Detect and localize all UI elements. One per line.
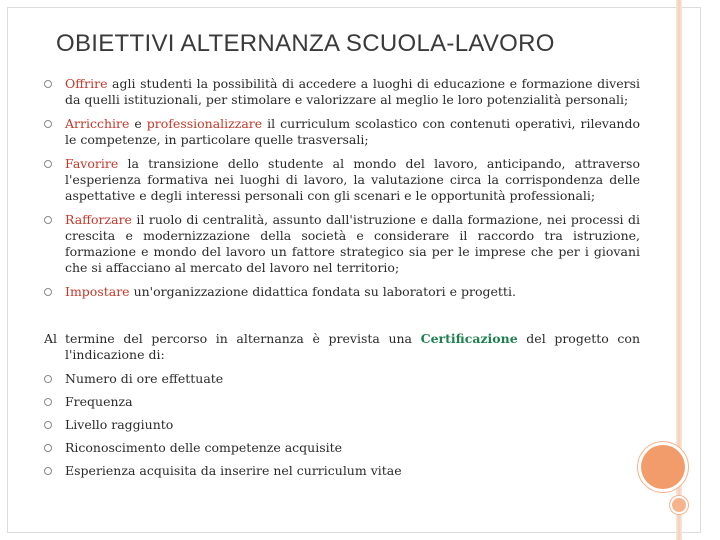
decorative-circle-small bbox=[672, 498, 686, 512]
certificate-paragraph bbox=[44, 331, 640, 363]
objective-keyword: Arricchire bbox=[65, 116, 130, 131]
certificate-lead: Al bbox=[44, 331, 58, 346]
objective-keyword: Favorire bbox=[65, 156, 119, 171]
objective-text: agli studenti la possibilità di accedere a luoghi di educazione e formazione diversi da quelli istituzionali, per stimolare e valorizzare al meglio le loro potenzialità personali; bbox=[65, 76, 640, 107]
objective-text: la transizione dello studente al mondo del lavoro, anticipando, attraverso l'esperienza formativa nei luoghi di lavoro, la valutazione circa la corrispondenza delle aspettative e degli interessi personali con gli scenari e le opportunità professionali; bbox=[65, 156, 640, 203]
indication-item bbox=[44, 463, 640, 479]
bullet-icon bbox=[44, 421, 52, 429]
objective-text: il ruolo di centralità, assunto dall'istruzione e dalla formazione, nei processi di crescita e modernizzazione della società e considerare il raccordo tra istruzione, formazione e mondo del lavoro un fattore strategico sia per le imprese che per i giovani che si affacciano al mercato del lavoro nel territorio; bbox=[65, 212, 640, 275]
bullet-icon bbox=[44, 375, 52, 383]
bullet-icon bbox=[44, 216, 52, 224]
bullet-icon bbox=[44, 160, 52, 168]
indication-item bbox=[44, 371, 640, 387]
objective-keyword-secondary: professionalizzare bbox=[146, 116, 263, 131]
indication-item bbox=[44, 440, 640, 456]
objective-text: un'organizzazione didattica fondata su laboratori e progetti. bbox=[129, 284, 516, 299]
certificate-body bbox=[65, 331, 640, 363]
objective-item bbox=[44, 212, 640, 276]
objective-keyword: Offrire bbox=[65, 76, 108, 91]
indications-list bbox=[44, 371, 640, 486]
bullet-icon bbox=[44, 398, 52, 406]
bullet-icon bbox=[44, 80, 52, 88]
objective-connector: e bbox=[129, 116, 147, 131]
indication-text: Frequenza bbox=[65, 394, 133, 409]
objective-keyword: Rafforzare bbox=[65, 212, 132, 227]
bullet-icon bbox=[44, 120, 52, 128]
objective-keyword: Impostare bbox=[65, 284, 130, 299]
objective-item bbox=[44, 116, 640, 148]
objective-item bbox=[44, 76, 640, 108]
decorative-circle-large bbox=[641, 445, 685, 489]
objective-text: il curriculum scolastico con contenuti operativi, rilevando le competenze, in particolare quelle trasversali; bbox=[65, 116, 640, 147]
certificate-text-after: del progetto con l'indicazione di: bbox=[65, 331, 640, 362]
indication-text: Riconoscimento delle competenze acquisite bbox=[65, 440, 343, 455]
bullet-icon bbox=[44, 288, 52, 296]
certificate-highlight: Certificazione bbox=[420, 331, 518, 346]
indication-text: Numero di ore effettuate bbox=[65, 371, 224, 386]
certificate-text-before: termine del percorso in alternanza è prevista una bbox=[65, 331, 421, 346]
indication-text: Livello raggiunto bbox=[65, 417, 174, 432]
objective-item bbox=[44, 156, 640, 204]
objectives-list bbox=[44, 76, 640, 308]
bullet-icon bbox=[44, 467, 52, 475]
indication-item bbox=[44, 417, 640, 433]
indication-item bbox=[44, 394, 640, 410]
objective-item bbox=[44, 284, 640, 300]
bullet-icon bbox=[44, 444, 52, 452]
slide-title: OBIETTIVI ALTERNANZA SCUOLA-LAVORO bbox=[56, 30, 555, 57]
indication-text: Esperienza acquisita da inserire nel curriculum vitae bbox=[65, 463, 402, 478]
